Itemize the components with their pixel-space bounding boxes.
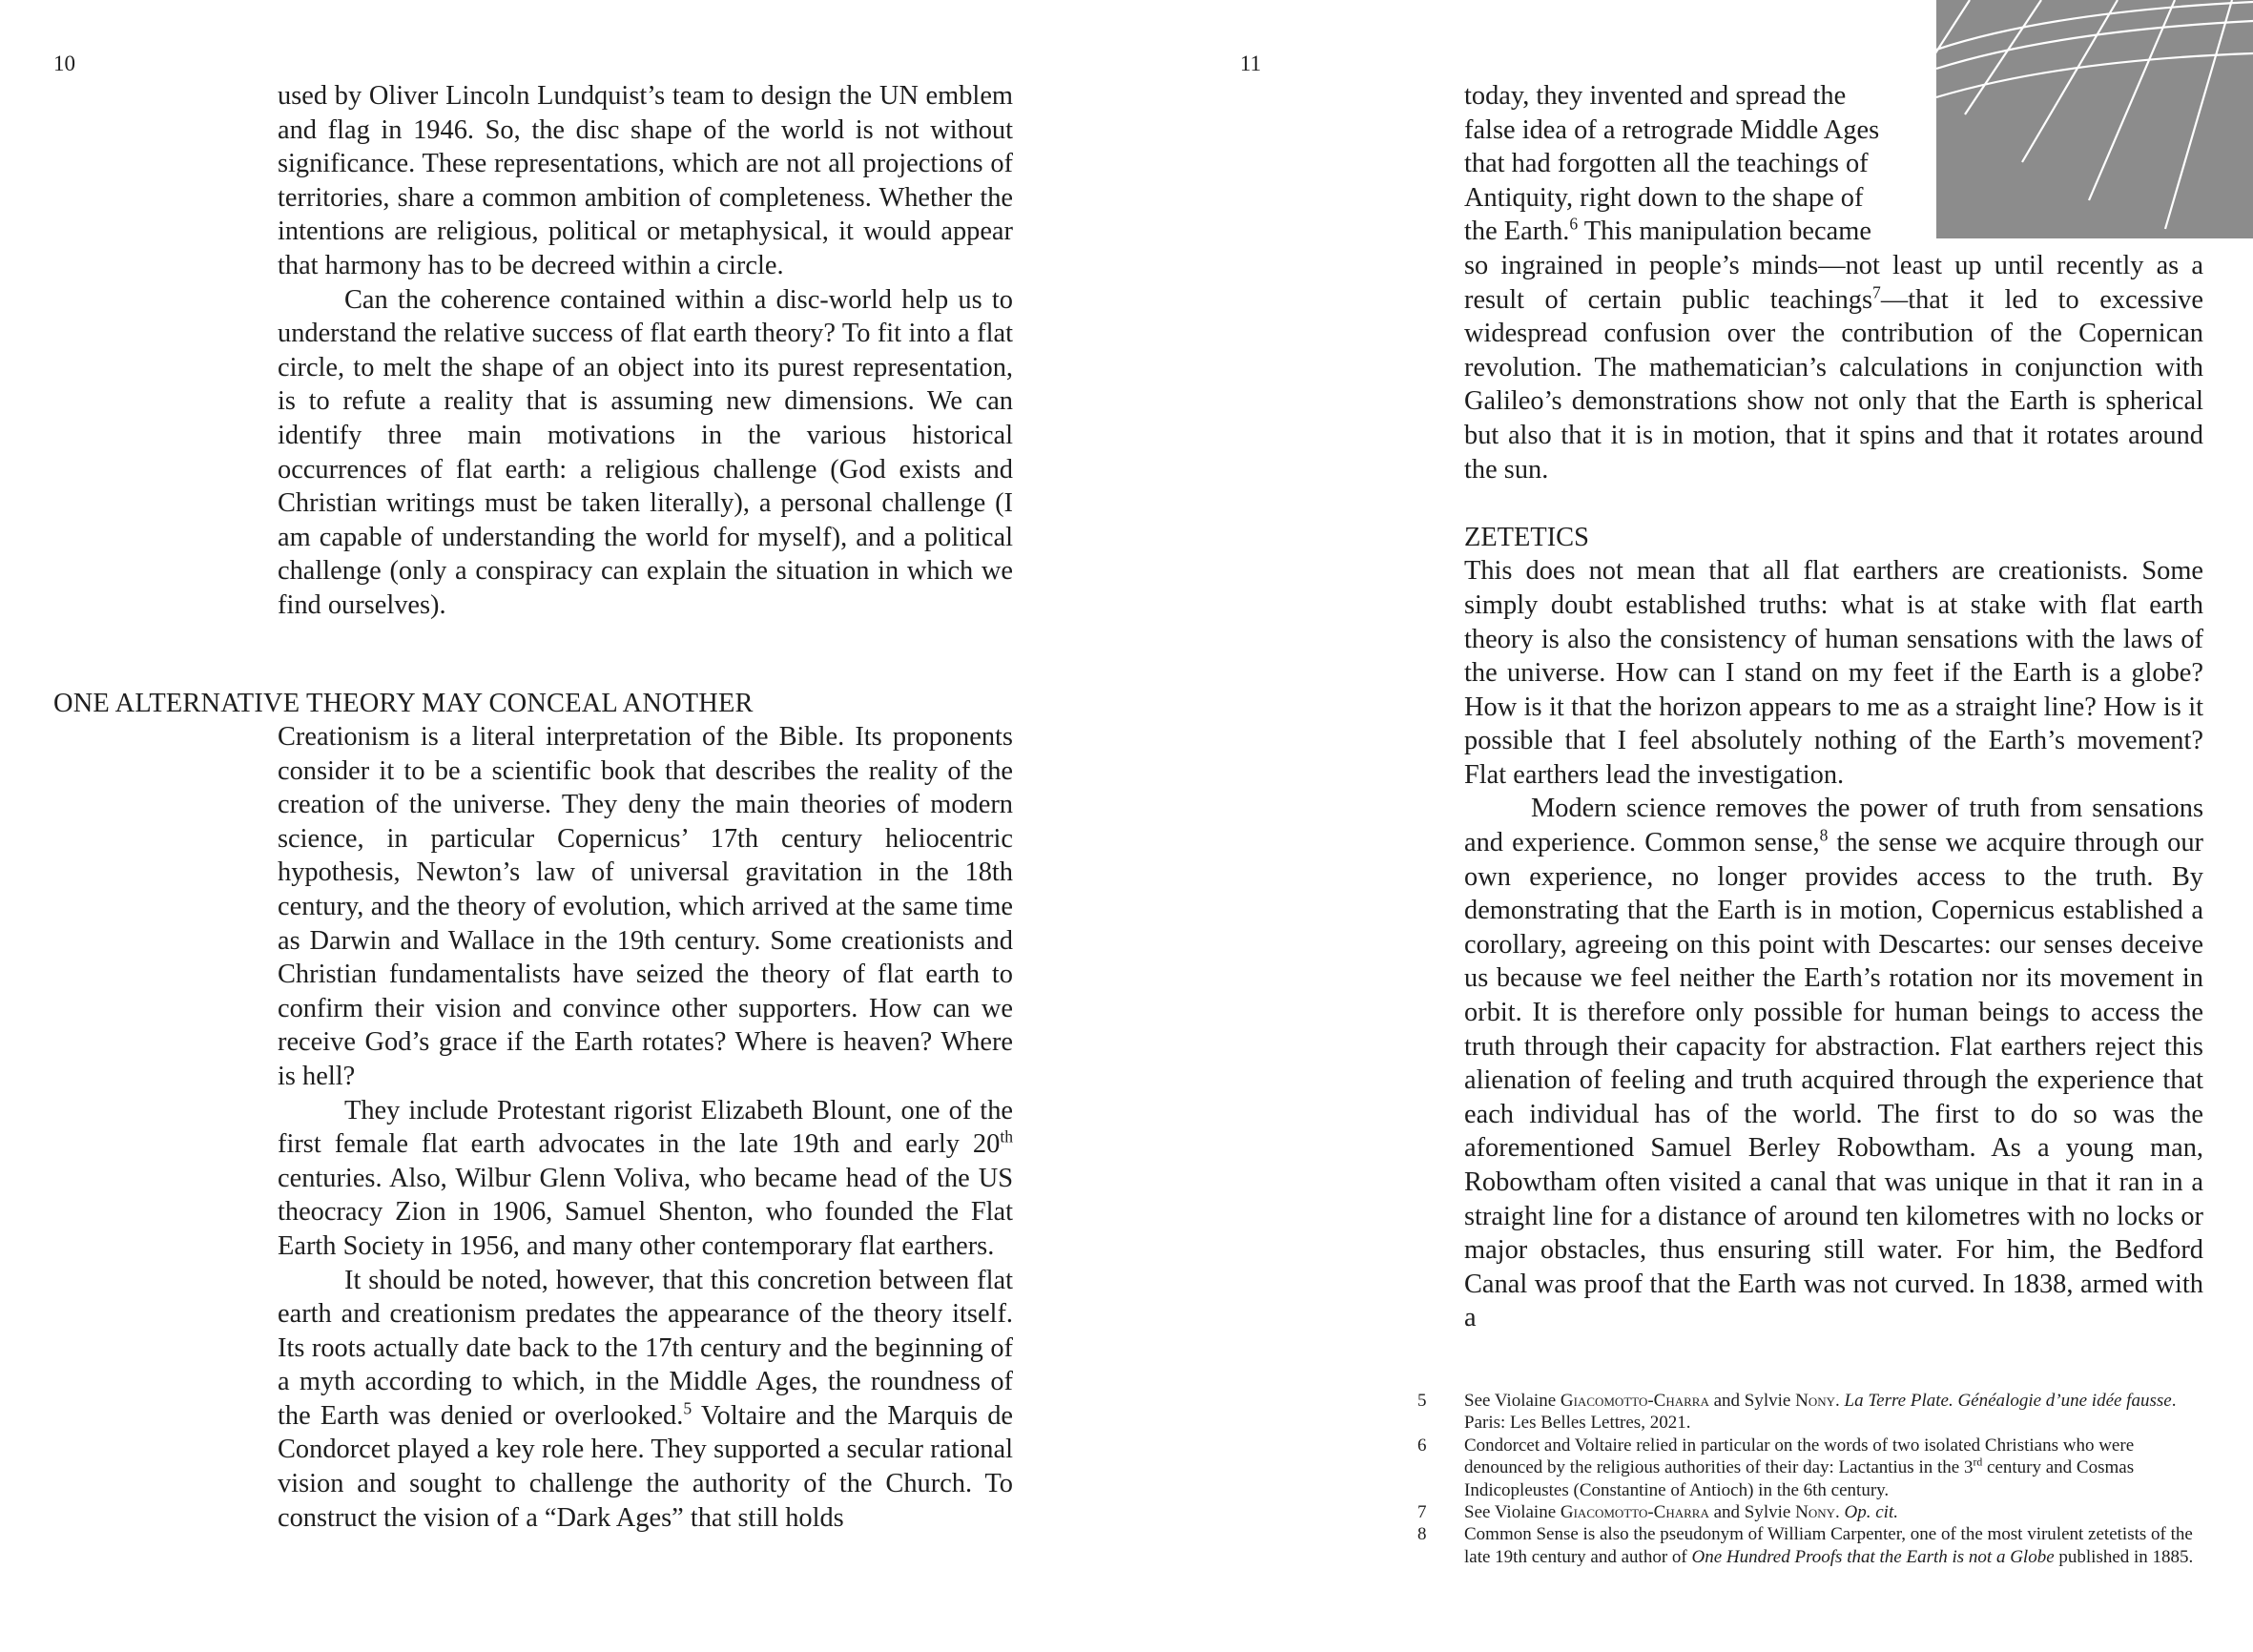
footnotes: [1417, 1390, 2203, 1568]
section-heading-zetetics: ZETETICS: [1464, 522, 1589, 552]
text-line: today, they invented and spread the: [1464, 81, 1847, 111]
left-column-bottom: [278, 720, 1013, 1535]
footnote-6: 6 Condorcet and Voltaire relied in particular on the words of two isolated Christians who were denounced by the religious authorities of their day: Lactantius in the 3rd century and Cosmas Indicopleustes (Constantine of Antioch) in the 6th century.: [1417, 1435, 2135, 1500]
footnote-ref-6: 6: [1569, 214, 1579, 234]
text-line: Antiquity, right down to the shape of: [1464, 182, 1864, 213]
paragraph: used by Oliver Lincoln Lundquist’s team to design the UN emblem and flag in 1946. So, the disc shape of the world is not without significance. These representations, which are not all projections of territories, share a common ambition of completeness. Whether the intentions are religious, political or metaphysical, it would appear that harmony has to be decreed within a circle.: [278, 81, 1013, 280]
paragraph: It should be noted, however, that this concretion between flat earth and creationism predates the appearance of the theory itself. Its roots actually date back to the 17th century and the beginning of a myth according to which, in the Middle Ages, the roundness of the Earth was denied or overlooked.$^5$ Voltaire and the Marquis de Condorcet played a key role here. They supported a secular rational vision and sought to challenge the authority of the Church. To construct the vision of a “Dark Ages” that still holds: [278, 1265, 1013, 1533]
text-line: that had forgotten all the teachings of: [1464, 149, 1869, 179]
text-line: the Earth.$^6$ This manipulation became: [1464, 214, 1871, 247]
paragraph: Can the coherence contained within a disc-world help us to understand the relative success of flat earth theory? To fit into a flat circle, to melt the shape of an object into its purest representation, is to refute a reality that is assuming new dimensions. We can identify three main motivations in the various historical occurrences of flat earth: a religious challenge (God exists and Christian writings must be taken literally), a personal challenge (I am capable of understanding the world for myself), and a political challenge (only a conspiracy can explain the situation in which we find ourselves).: [278, 284, 1013, 620]
right-page-number: 11: [1240, 52, 1262, 75]
footnote-ref-8: 8: [1819, 825, 1829, 845]
footnote-ref-5: 5: [683, 1398, 692, 1418]
footnote-7: 7 See Violaine Giacomotto-Charra and Sylvie Nony. Op. cit.: [1417, 1502, 1898, 1523]
footnote-5: 5 See Violaine Giacomotto-Charra and Sylvie Nony. La Terre Plate. Généalogie d’une idée fausse. Paris: Les Belles Lettres, 2021.: [1417, 1391, 2177, 1434]
right-column: [1464, 79, 2203, 1335]
paragraph: Modern science removes the power of truth from sensations and experience. Common sense,$^8$ the sense we acquire through our own experience, no longer provides access to the truth. By demonstrating that the Earth is in motion, Copernicus established a corollary, agreeing on this point with Descartes: our senses deceive us because we feel neither the Earth’s rotation nor its movement in orbit. It is therefore only possible for human beings to access the truth through their capacity for abstraction. Flat earthers reject this alienation of feeling and truth acquired through the experience that each individual has of the world. The first to do so was the aforementioned Samuel Berley Robowtham. As a young man, Robowtham often visited a canal that was unique in that it ran in a straight line for a distance of around ten kilometres with no locks or major obstacles, thus ensuring still water. For him, the Bedford Canal was proof that the Earth was not curved. In 1838, armed with a: [1464, 794, 2203, 1333]
paragraph: This does not mean that all flat earthers are creationists. Some simply doubt established truths: what is at stake with flat earth theory is also the consistency of human sensations with the laws of the universe. How can I stand on my feet if the Earth is a globe? How is it that the horizon appears to me as a straight line? How is it possible that I feel absolutely nothing of the Earth’s movement? Flat earthers lead the investigation.: [1464, 556, 2203, 790]
left-column-top: [278, 79, 1013, 623]
paragraph: They include Protestant rigorist Elizabeth Blount, one of the first female flat earth advocates in the late 19th and early 20th centuries. Also, Wilbur Glenn Voliva, who became head of the US theocracy Zion in 1906, Samuel Shenton, who founded the Flat Earth Society in 1956, and many other contemporary flat earthers.: [278, 1095, 1013, 1261]
paragraph: Creationism is a literal interpretation of the Bible. Its proponents consider it to be a scientific book that describes the reality of the creation of the universe. They deny the main theories of modern science, in particular Copernicus’ 17th century heliocentric hypothesis, Newton’s law of universal gravitation in the 18th century, and the theory of evolution, which arrived at the same time as Darwin and Wallace in the 19th century. Some creationists and Christian fundamentalists have seized the theory of flat earth to confirm their vision and convince other supporters. How can we receive God’s grace if the Earth rotates? Where is heaven? Where is hell?: [278, 722, 1013, 1091]
paragraph: so ingrained in people’s minds—not least up until recently as a result of certain public teachings$^7$—that it led to excessive widespread confusion over the contribution of the Copernican revolution. The mathematician’s calculations in conjunction with Galileo’s demonstrations show not only that the Earth is spherical but also that it is in motion, that it spins and that it rotates around the sun.: [1464, 250, 2203, 485]
left-page-number: 10: [53, 52, 75, 75]
footnote-8: 8 Common Sense is also the pseudonym of William Carpenter, one of the most virulent zetetists of the late 19th century and author of One Hundred Proofs that the Earth is not a Globe published in 1885.: [1417, 1524, 2194, 1567]
section-heading-alternative-theory: ONE ALTERNATIVE THEORY MAY CONCEAL ANOTHER: [53, 689, 754, 718]
footnote-ref-7: 7: [1872, 282, 1881, 302]
text-line: false idea of a retrograde Middle Ages: [1464, 114, 1880, 145]
